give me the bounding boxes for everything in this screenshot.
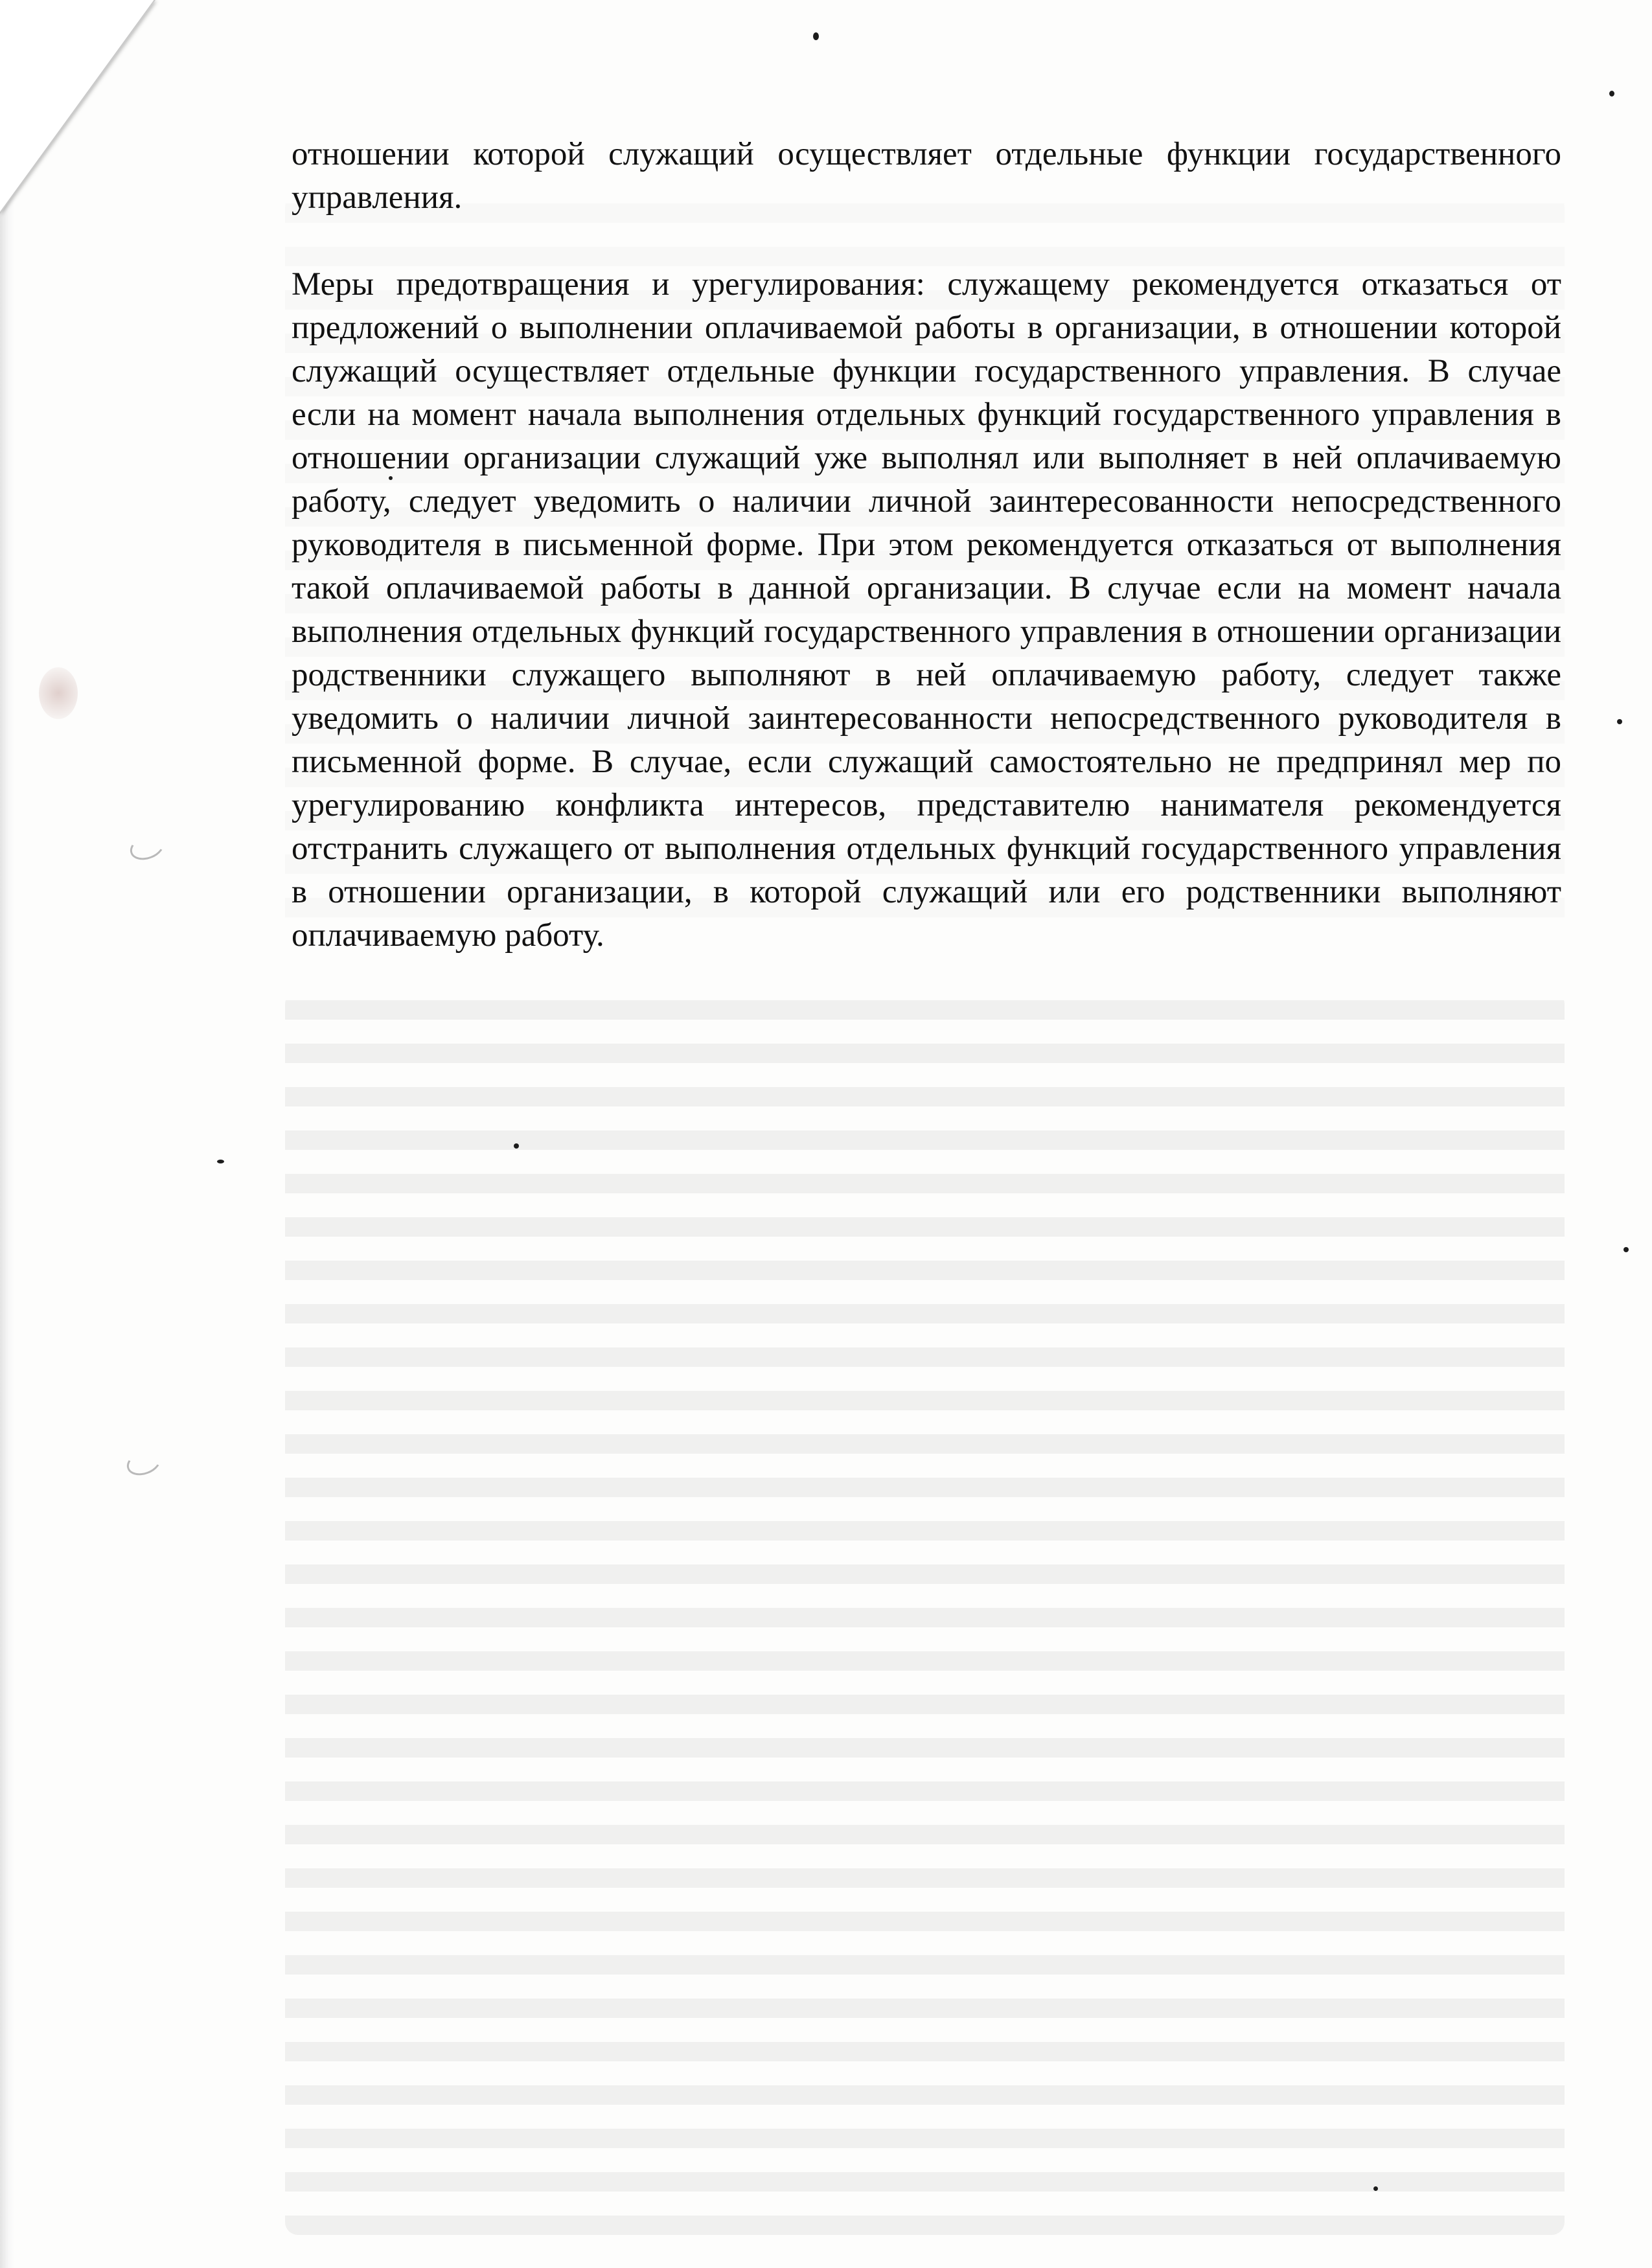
punch-mark bbox=[126, 830, 167, 864]
scan-speck bbox=[1373, 2186, 1378, 2191]
scan-speck bbox=[1623, 1247, 1629, 1252]
document-body bbox=[292, 133, 1561, 957]
scan-speck bbox=[1609, 91, 1614, 97]
paragraph: отношении которой служащий осуществляет отдельные функции государственного управления. bbox=[292, 136, 1561, 216]
scan-speck bbox=[217, 1160, 224, 1163]
paragraph: Меры предотвращения и урегулирования: служащему рекомендуется отказаться от предложений о выполнении оплачиваемой работы в организации, в отношении которой служащий осуществляет отдельные функции государственного управления. В случае если на момент начала выполнения отдельных функций государственного управления в отношении организации служащий уже выполнял или выполняет в ней оплачиваемую работу, следует уведомить о наличии личной заинтересованности непосредственного руководителя в письменной форме. При этом рекомендуется отказаться от выполнения такой оплачиваемой работы в данной организации. В случае если на момент начала выполнения отдельных функций государственного управления в отношении организации родственники служащего выполняют в ней оплачиваемую работу, следует также уведомить о наличии личной заинтересованности непосредственного руководителя в письменной форме. В случае, если служащий самостоятельно не предпринял мер по урегулированию конфликта интересов, представителю нанимателя рекомендуется отстранить служащего от выполнения отдельных функций государственного управления в отношении организации, в которой служащий или его родственники выполняют оплачиваемую работу. bbox=[292, 266, 1561, 954]
bleed-through-text-lower bbox=[285, 991, 1565, 2235]
page-edge-shadow bbox=[0, 194, 14, 2268]
scan-speck bbox=[813, 32, 819, 40]
scan-speck bbox=[514, 1143, 519, 1149]
punch-mark bbox=[123, 1446, 164, 1480]
page-stain bbox=[39, 667, 78, 719]
scan-speck bbox=[1617, 719, 1622, 724]
